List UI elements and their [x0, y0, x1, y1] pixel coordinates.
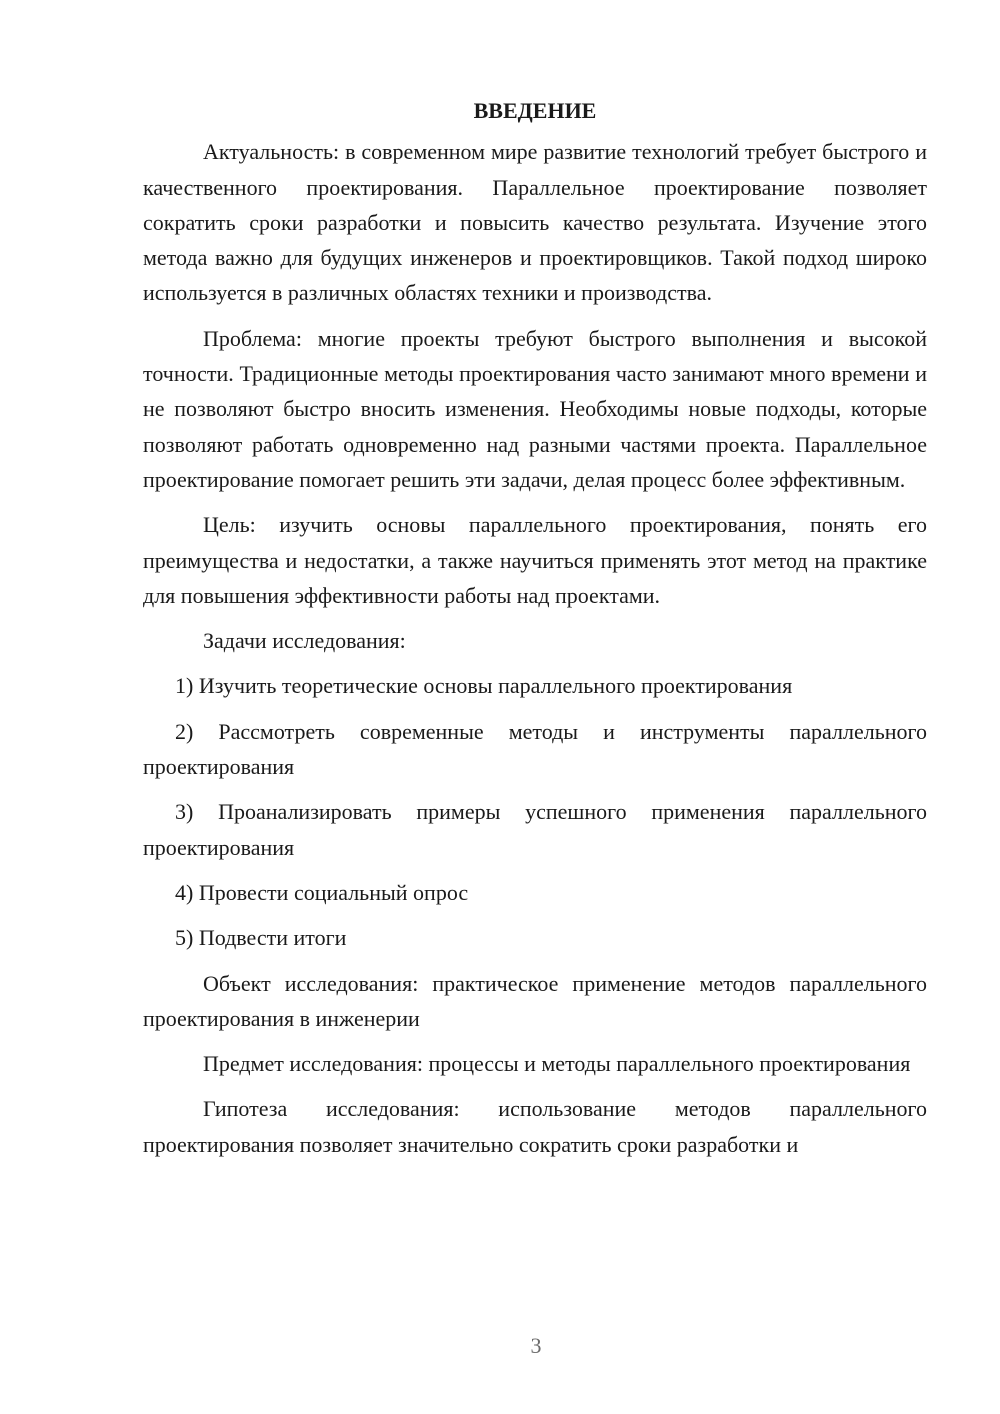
task-item-2: 2) Рассмотреть современные методы и инструменты параллельного проектирования [143, 718, 927, 780]
goal-paragraph: Цель: изучить основы параллельного проектирования, понять его преимущества и недостатки, а также научиться применять этот метод на практике для повышения эффективности работы над проектами. [143, 512, 927, 608]
section-title: ВВЕДЕНИЕ [473, 98, 597, 123]
subject-paragraph: Предмет исследования: процессы и методы параллельного проектирования [203, 1051, 911, 1077]
task-item-4: 4) Провести социальный опрос [175, 879, 469, 905]
object-paragraph: Объект исследования: практическое применение методов параллельного проектирования в инженерии [143, 970, 927, 1031]
relevance-paragraph: Актуальность: в современном мире развитие технологий требует быстрого и качественного проектирования. Параллельное проектирование позволяет сократить сроки разработки и повысить качество результата. Изучение этого метода важно для будущих инженеров и проектировщиков. Такой подход широко используется в различных областях техники и производства. [143, 139, 927, 306]
tasks-heading: Задачи исследования: [203, 628, 406, 654]
problem-paragraph: Проблема: многие проекты требуют быстрого выполнения и высокой точности. Традиционные методы проектирования часто занимают много времени и не позволяют быстро вносить изменения. Необходимы новые подходы, которые позволяют работать одновременно над разными частями проекта. Параллельное проектирование помогает решить эти задачи, делая процесс более эффективным. [143, 325, 927, 492]
task-item-1: 1) Изучить теоретические основы параллельного проектирования [175, 673, 793, 699]
task-item-3: 3) Проанализировать примеры успешного применения параллельного проектирования [143, 799, 927, 860]
page-number: 3 [530, 1333, 542, 1358]
task-item-5: 5) Подвести итоги [175, 925, 347, 951]
hypothesis-paragraph: Гипотеза исследования: использование методов параллельного проектирования позволяет значительно сократить сроки разработки и [143, 1096, 927, 1157]
page-content [143, 93, 927, 1172]
